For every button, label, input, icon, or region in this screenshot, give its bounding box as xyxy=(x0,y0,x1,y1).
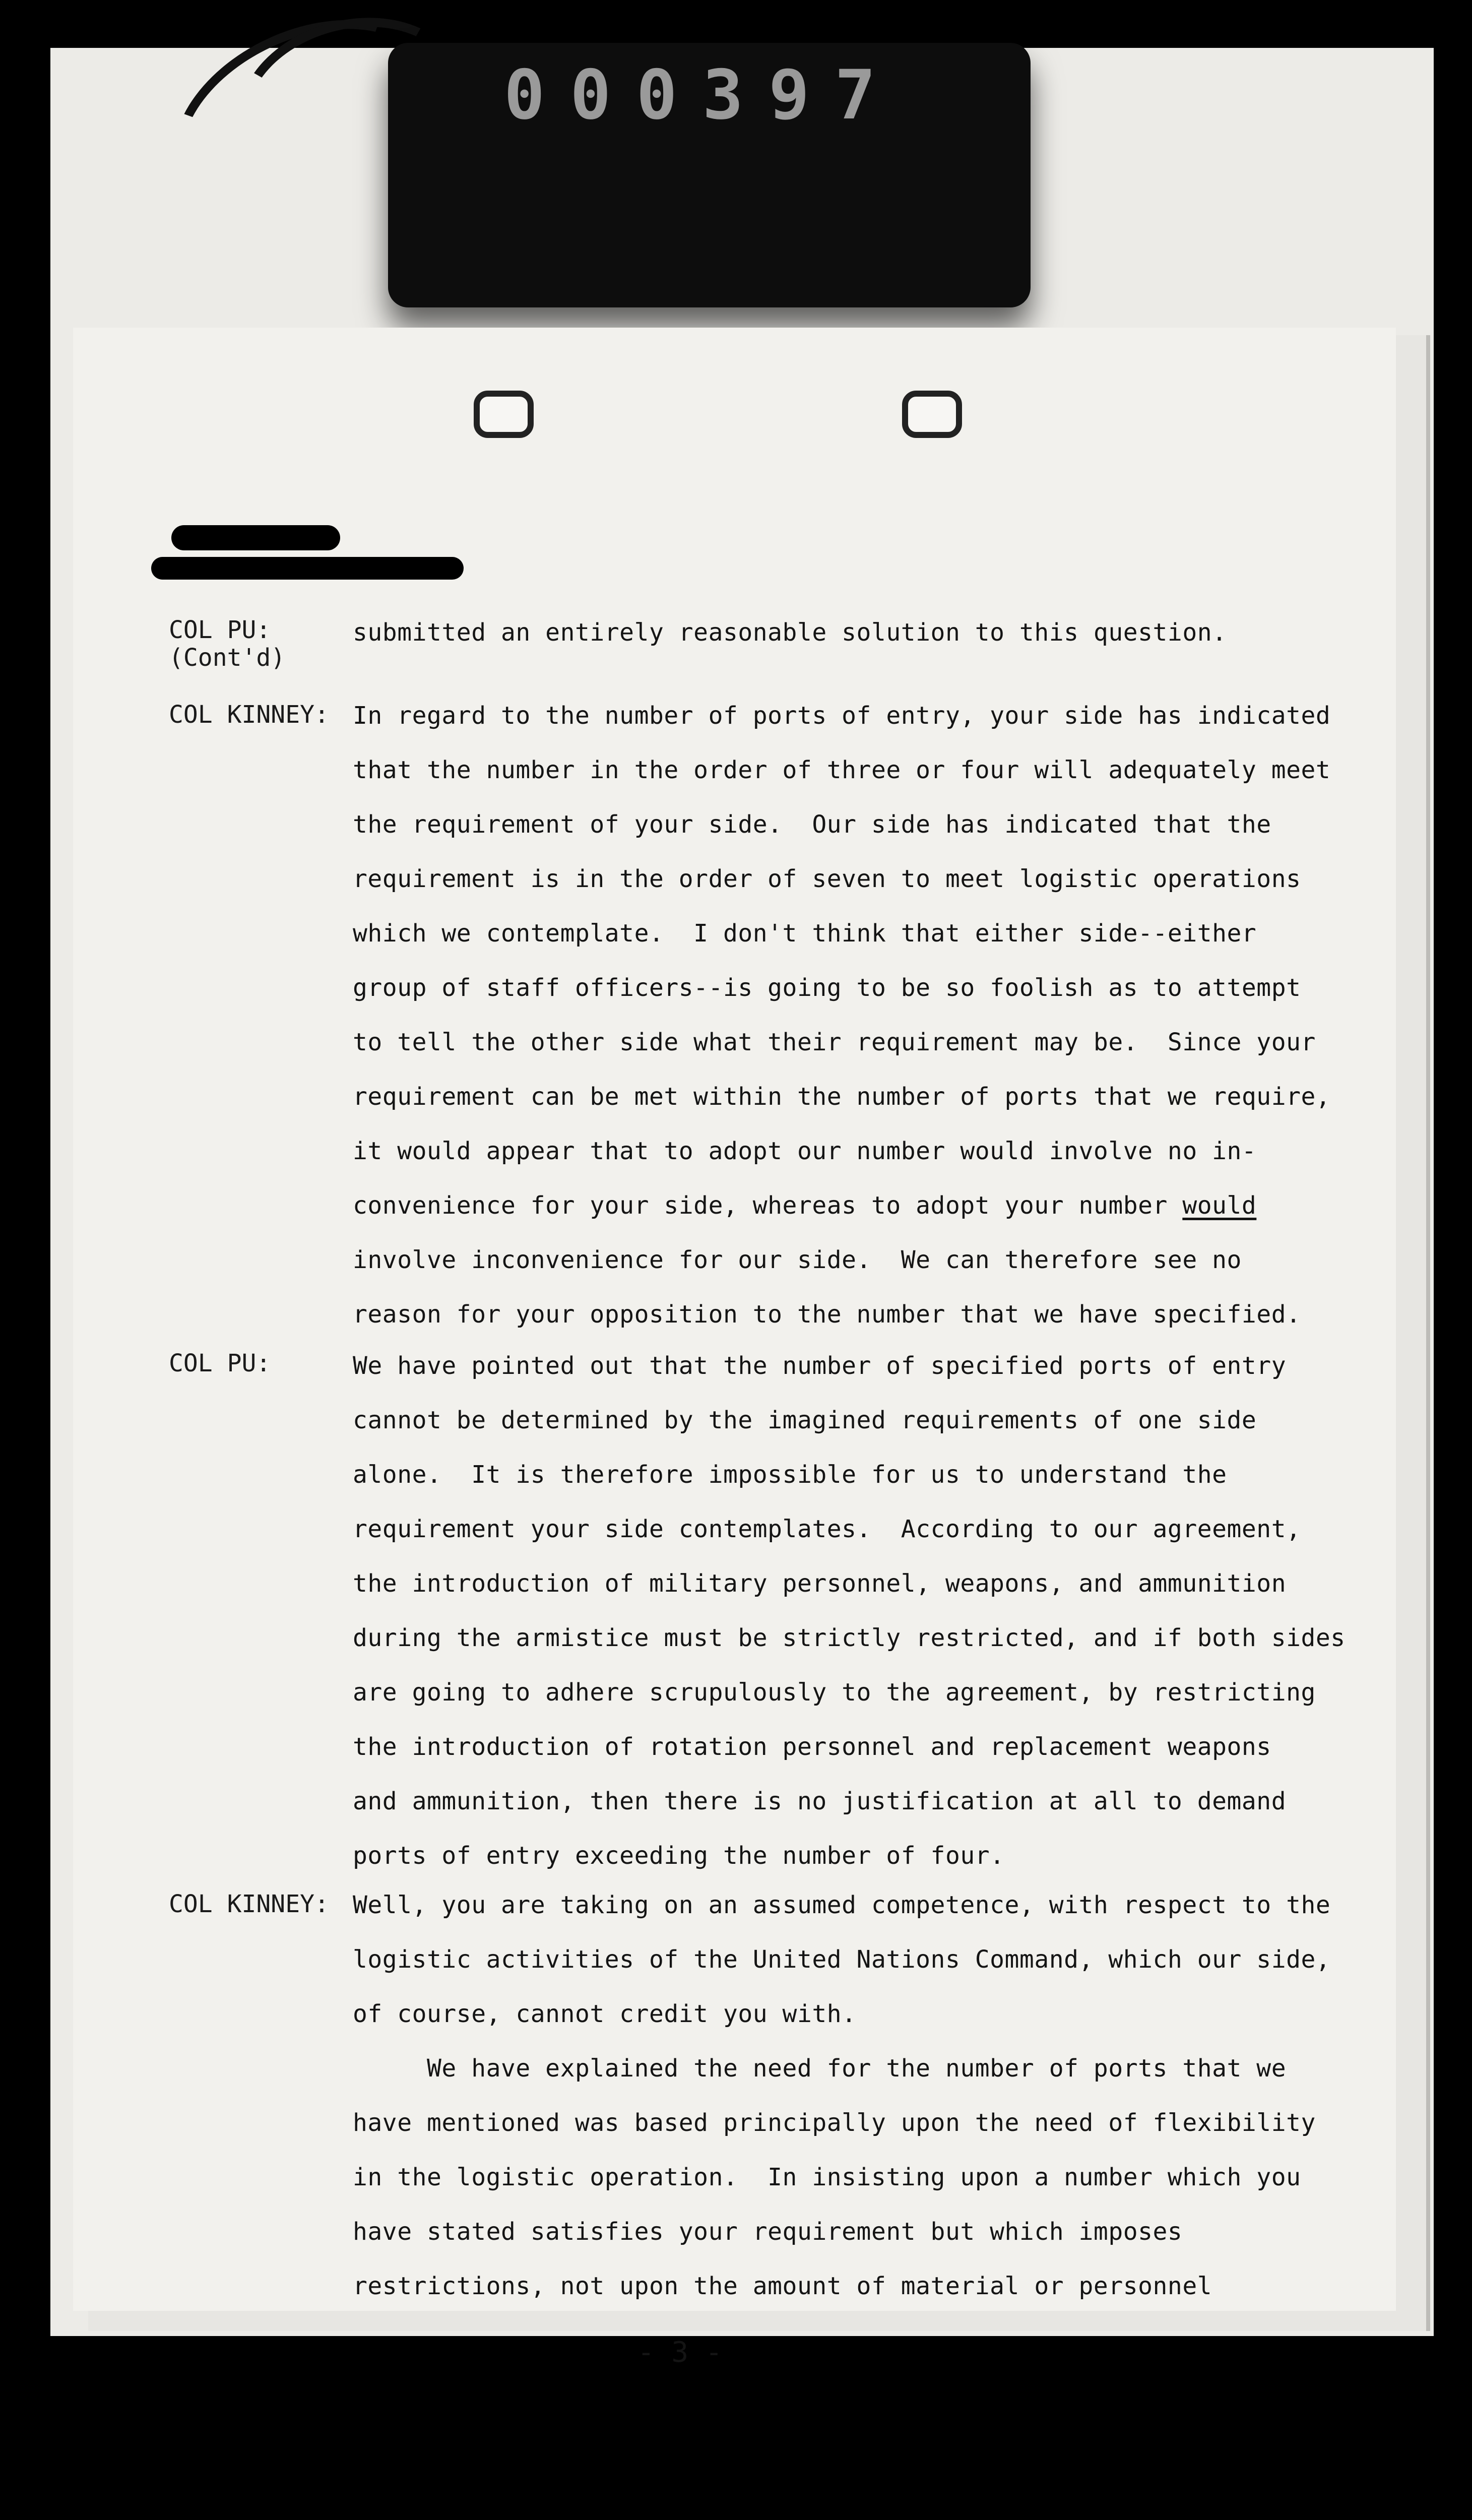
text-line: We have explained the need for the number of ports that we xyxy=(353,2054,1287,2083)
text-line: Well, you are taking on an assumed competence, with respect to the xyxy=(353,1891,1331,1919)
text-line: the introduction of military personnel, weapons, and ammunition xyxy=(353,1569,1287,1598)
text-line: and ammunition, then there is no justification at all to demand xyxy=(353,1787,1287,1815)
text-line: We have pointed out that the number of specified ports of entry xyxy=(353,1352,1287,1380)
text-line: requirement is in the order of seven to meet logistic operations xyxy=(353,865,1301,893)
document-page xyxy=(73,328,1396,2369)
speaker-label: COL PU: xyxy=(169,616,271,644)
frame-counter xyxy=(388,43,1031,307)
text-line xyxy=(353,1190,1256,1221)
text-fragment: convenience for your side, whereas to adopt your number xyxy=(353,1191,1168,1220)
speaker-label: COL PU: xyxy=(169,1349,271,1377)
redaction-bar xyxy=(171,525,340,550)
text-line: restrictions, not upon the amount of material or personnel xyxy=(353,2272,1212,2300)
text-line: logistic activities of the United Nations Command, which our side, xyxy=(353,1945,1331,1974)
speaker-continued-label: (Cont'd) xyxy=(169,644,286,672)
text-line: requirement can be met within the number of ports that we require, xyxy=(353,1083,1331,1111)
speaker-label: COL KINNEY: xyxy=(169,1890,329,1918)
text-line: alone. It is therefore impossible for us to understand the xyxy=(353,1461,1227,1489)
text-line: to tell the other side what their requirement may be. Since your xyxy=(353,1028,1316,1056)
text-line: have mentioned was based principally upon the need of flexibility xyxy=(353,2109,1316,2137)
page-number: - 3 - xyxy=(637,2336,723,2369)
text-line: cannot be determined by the imagined requirements of one side xyxy=(353,1406,1257,1434)
text-line: the requirement of your side. Our side has indicated that the xyxy=(353,810,1271,839)
text-line: group of staff officers--is going to be so foolish as to attempt xyxy=(353,974,1301,1002)
text-line: which we contemplate. I don't think that either side--either xyxy=(353,919,1257,948)
punch-hole xyxy=(902,391,962,438)
text-line: reason for your opposition to the number that we have specified. xyxy=(353,1300,1301,1329)
redaction-bar xyxy=(887,2339,1056,2365)
text-line: have stated satisfies your requirement but which imposes xyxy=(353,2218,1183,2246)
text-line: during the armistice must be strictly restricted, and if both sides xyxy=(353,1624,1346,1652)
text-line: the introduction of rotation personnel and replacement weapons xyxy=(353,1733,1271,1761)
redaction-bar xyxy=(151,557,464,580)
punch-hole xyxy=(474,391,534,438)
text-line: are going to adhere scrupulously to the agreement, by restricting xyxy=(353,1678,1316,1707)
speaker-label: COL KINNEY: xyxy=(169,701,329,729)
text-line: involve inconvenience for our side. We can therefore see no xyxy=(353,1246,1242,1274)
text-line: in the logistic operation. In insisting upon a number which you xyxy=(353,2163,1301,2191)
underlined-word: would xyxy=(1182,1191,1257,1220)
text-line: of course, cannot credit you with. xyxy=(353,2000,857,2028)
text-line: submitted an entirely reasonable solution to this question. xyxy=(353,618,1227,647)
counter-digits: 000397 xyxy=(504,55,901,135)
redaction-bar xyxy=(831,2369,1199,2395)
text-line: ports of entry exceeding the number of four. xyxy=(353,1842,1005,1870)
text-line: it would appear that to adopt our number would involve no in- xyxy=(353,1137,1257,1165)
text-line: requirement your side contemplates. According to our agreement, xyxy=(353,1515,1301,1543)
text-line: In regard to the number of ports of entry, your side has indicated xyxy=(353,702,1331,730)
text-line: that the number in the order of three or four will adequately meet xyxy=(353,756,1331,784)
